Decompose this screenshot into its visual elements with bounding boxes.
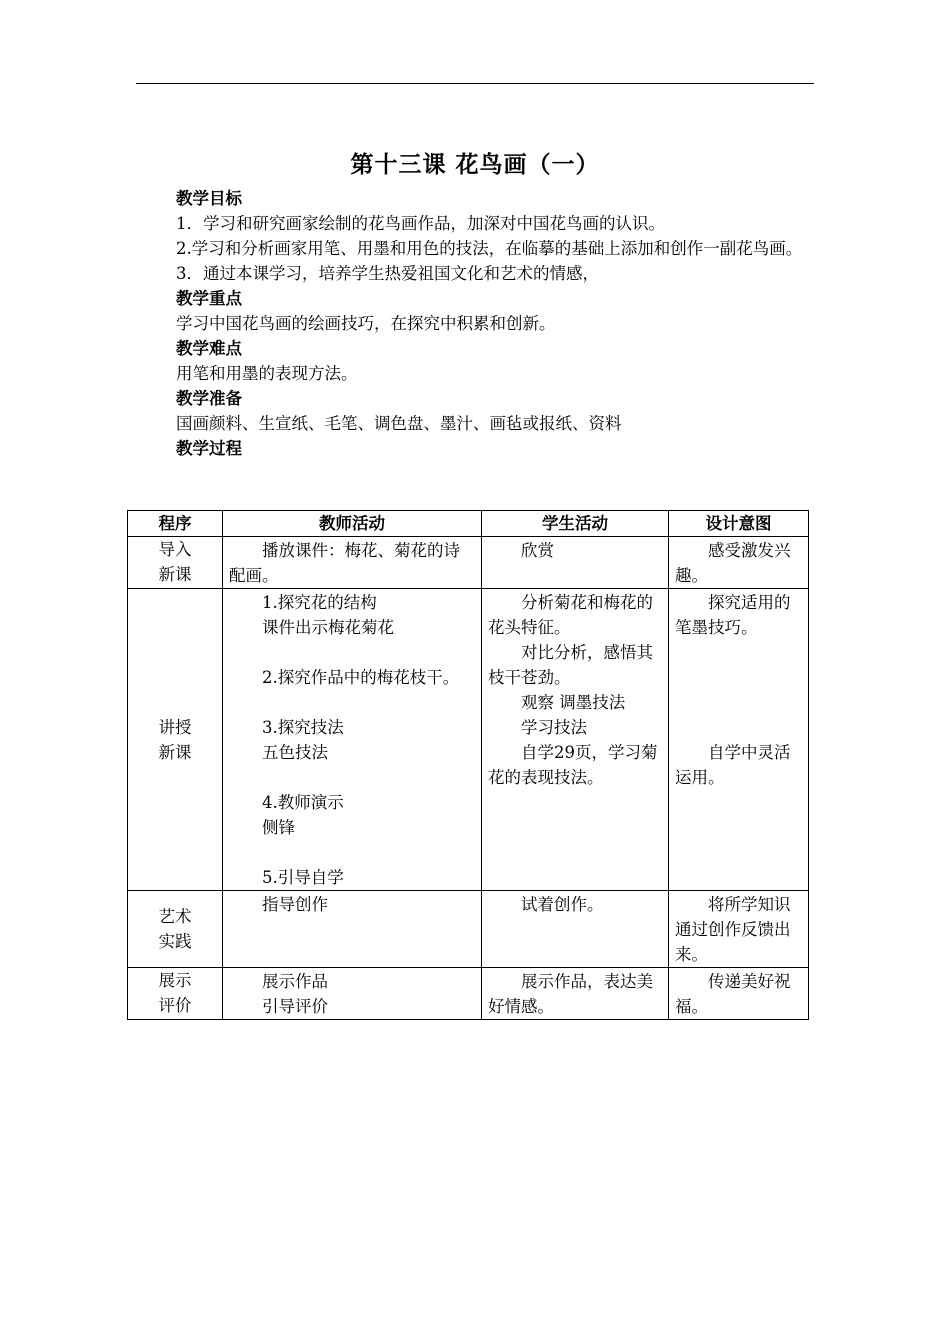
objective-item: 2.学习和分析画家用笔、用墨和用色的技法，在临摹的基础上添加和创作一副花鸟画。: [176, 239, 803, 258]
header-student: 学生活动: [482, 511, 669, 537]
header-teacher: 教师活动: [223, 511, 482, 537]
teacher-cell: 1.探究花的结构 课件出示梅花菊花 2.探究作品中的梅花枝干。 3.探究技法 五色技法 4.教师演示 侧锋 5.引导自学: [223, 589, 482, 891]
page-title: 第十三课 花鸟画（一）: [350, 151, 600, 178]
teacher-cell: 展示作品 引导评价: [223, 968, 482, 1020]
student-cell: 分析菊花和梅花的花头特征。 对比分析，感悟其枝干苍劲。 观察 调墨技法 学习技法 自学29页，学习菊花的表现技法。: [482, 589, 669, 891]
header-stage: 程序: [128, 511, 223, 537]
focus-text: 学习中国花鸟画的绘画技巧，在探究中积累和创新。: [176, 314, 556, 333]
teacher-cell: 指导创作: [223, 891, 482, 968]
table-row: [128, 968, 809, 1020]
preparation-text: 国画颜料、生宣纸、毛笔、调色盘、墨汁、画毡或报纸、资料: [176, 414, 622, 433]
process-heading: 教学过程: [176, 439, 242, 458]
objective-item: 1．学习和研究画家绘制的花鸟画作品，加深对中国花鸟画的认识。: [176, 214, 665, 233]
objective-item: 3．通过本课学习，培养学生热爱祖国文化和艺术的情感，: [176, 264, 599, 283]
preparation-heading: 教学准备: [176, 389, 242, 408]
table-row: [128, 891, 809, 968]
focus-heading: 教学重点: [176, 289, 242, 308]
intent-cell: 传递美好祝福。: [669, 968, 809, 1020]
intent-cell: 感受激发兴趣。: [669, 537, 809, 589]
stage-cell: 展示 评价: [128, 968, 223, 1020]
stage-cell: 讲授 新课: [128, 589, 223, 891]
student-cell: 试着创作。: [482, 891, 669, 968]
intent-cell: 探究适用的笔墨技巧。 自学中灵活运用。: [669, 589, 809, 891]
difficulty-text: 用笔和用墨的表现方法。: [176, 364, 358, 383]
table-row: [128, 589, 809, 891]
table-header-row: [128, 511, 809, 537]
objectives-heading: 教学目标: [176, 189, 242, 208]
intent-cell: 将所学知识通过创作反馈出来。: [669, 891, 809, 968]
difficulty-heading: 教学难点: [176, 339, 242, 358]
student-cell: 展示作品，表达美好情感。: [482, 968, 669, 1020]
table-row: [128, 537, 809, 589]
stage-cell: 艺术 实践: [128, 891, 223, 968]
header-intent: 设计意图: [669, 511, 809, 537]
stage-cell: 导入 新课: [128, 537, 223, 589]
student-cell: 欣赏: [482, 537, 669, 589]
teacher-cell: 播放课件：梅花、菊花的诗配画。: [223, 537, 482, 589]
lesson-body: [137, 186, 815, 461]
process-table: [127, 510, 809, 1020]
header-rule: [136, 83, 814, 84]
